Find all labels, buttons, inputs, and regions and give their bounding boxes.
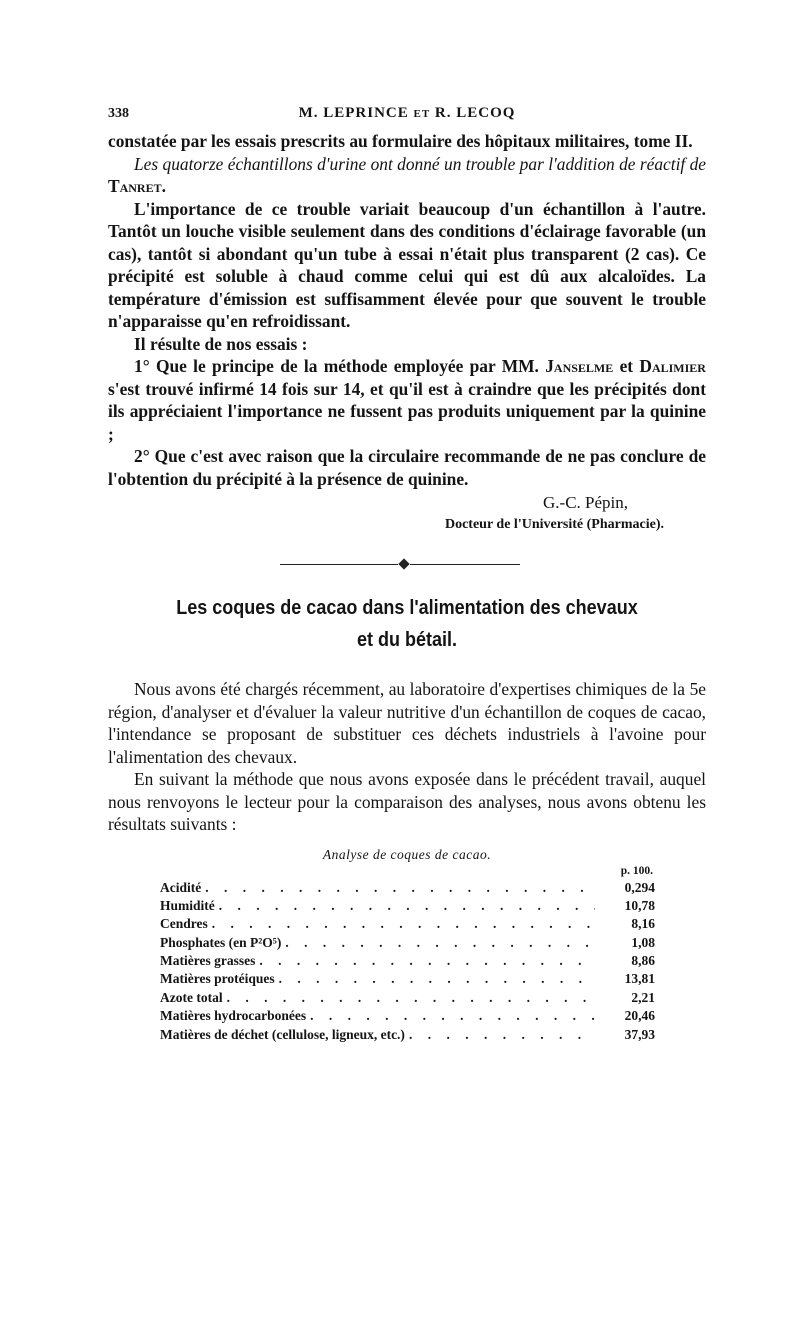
analysis-table: [160, 864, 655, 1045]
paragraph-tanret: [108, 153, 706, 198]
leader-dots: [205, 879, 595, 897]
section-separator: [108, 536, 706, 580]
text-run: s'est trouvé infirmé 14 fois sur 14, et qu'il est à craindre que les précipités dont ils appréciaient l'importance ne fussent pas produits uniquement par la quinine ;: [108, 378, 706, 444]
text-run: et: [619, 356, 634, 376]
row-value: 2,21: [631, 989, 655, 1005]
author-name: Dalimier: [639, 356, 706, 376]
row-value: 8,86: [631, 953, 655, 969]
running-title: M. LEPRINCE et R. LECOQ: [298, 105, 516, 121]
row-label: Azote total: [160, 989, 223, 1005]
row-label: Matières protéiques: [160, 971, 275, 987]
table-row: [160, 879, 655, 897]
leader-dots: [212, 915, 595, 933]
author-name: Tanret.: [108, 176, 166, 196]
paragraph: L'importance de ce trouble variait beaucoup d'un échantillon à l'autre. Tantôt un louche visible seulement dans des conditions d'éclairage favorable (un cas), tantôt si abondant qu'un tube à essai n'était plus transparent (2 cas). Ce précipité est soluble à chaud comme celui qui est dû aux alcaloïdes. La température d'émission est suffisamment élevée pour que souvent le trouble n'apparaisse qu'en refroidissant.: [108, 198, 706, 331]
paragraph: constatée par les essais prescrits au formulaire des hôpitaux militaires, tome II.: [108, 131, 693, 151]
running-head: [108, 100, 706, 130]
row-label: Matières hydrocarbonées: [160, 1008, 307, 1024]
leader-dots: [227, 989, 595, 1007]
signature: G.-C. Pépin,: [543, 493, 628, 512]
separator-line-left: [280, 564, 398, 565]
row-label: Matières de déchet (cellulose, ligneux, etc.): [160, 1026, 405, 1042]
leader-dots: [409, 1026, 595, 1044]
table-row: [160, 970, 655, 988]
table-row: [160, 989, 655, 1007]
leader-dots: [285, 934, 595, 952]
paragraph-conclusion-1: [108, 355, 706, 445]
table-unit: p. 100.: [620, 864, 653, 877]
row-value: 37,93: [624, 1026, 655, 1042]
row-label: Humidité: [160, 897, 215, 913]
row-label: Acidité: [160, 879, 202, 895]
row-value: 13,81: [624, 971, 655, 987]
affiliation: Docteur de l'Université (Pharmacie).: [444, 517, 664, 532]
paragraph: En suivant la méthode que nous avons exposée dans le précédent travail, auquel nous renvoyons le lecteur pour la comparaison des analyses, nous avons obtenu les résultats suivants :: [108, 769, 706, 834]
leader-dots: [310, 1007, 595, 1025]
article-title-line-2: et du bétail.: [356, 629, 458, 651]
table-row: [160, 1007, 655, 1025]
row-value: 0,294: [624, 879, 655, 895]
paragraph-conclusion-2: 2° Que c'est avec raison que la circulaire recommande de ne pas conclure de l'obtention du précipité à la présence de quinine.: [108, 446, 706, 489]
text-run: 1° Que le principe de la méthode employée par MM.: [134, 356, 539, 376]
row-value: 10,78: [624, 897, 655, 913]
author-name: Janselme: [545, 356, 614, 376]
table-row: [160, 897, 655, 915]
article-body: [108, 678, 706, 836]
table-row: [160, 952, 655, 970]
table-row: [160, 934, 655, 952]
italic-text: Les quatorze échantillons d'urine ont donné un trouble par l'addition de réactif de: [134, 153, 706, 174]
paragraph: Il résulte de nos essais :: [134, 333, 308, 354]
separator-line-right: [410, 564, 520, 565]
leader-dots: [279, 970, 595, 988]
row-value: 20,46: [624, 1008, 655, 1024]
table-caption: Analyse de coques de cacao.: [322, 846, 492, 862]
paragraph: Nous avons été chargés récemment, au laboratoire d'expertises chimiques de la 5e région, d'analyser et d'évaluer la valeur nutritive d'un échantillon de coques de cacao, l'intendance se proposant de substituer ces déchets industriels à l'avoine pour l'alimentation des chevaux.: [108, 679, 706, 767]
row-value: 1,08: [631, 934, 655, 950]
row-label: Cendres: [160, 916, 208, 932]
table-row: [160, 1026, 655, 1044]
row-label: Matières grasses: [160, 953, 256, 969]
leader-dots: [219, 897, 595, 915]
article-title-line-1: Les coques de cacao dans l'alimentation des chevaux: [176, 597, 638, 619]
row-value: 8,16: [631, 916, 655, 932]
separator-diamond: [398, 558, 409, 569]
leader-dots: [259, 952, 595, 970]
row-label: Phosphates (en P²O⁵): [160, 934, 282, 950]
previous-article-body: [108, 130, 706, 490]
article-title: [138, 592, 676, 656]
page-number: 338: [108, 106, 129, 121]
table-row: [160, 915, 655, 933]
page: [108, 100, 706, 1044]
